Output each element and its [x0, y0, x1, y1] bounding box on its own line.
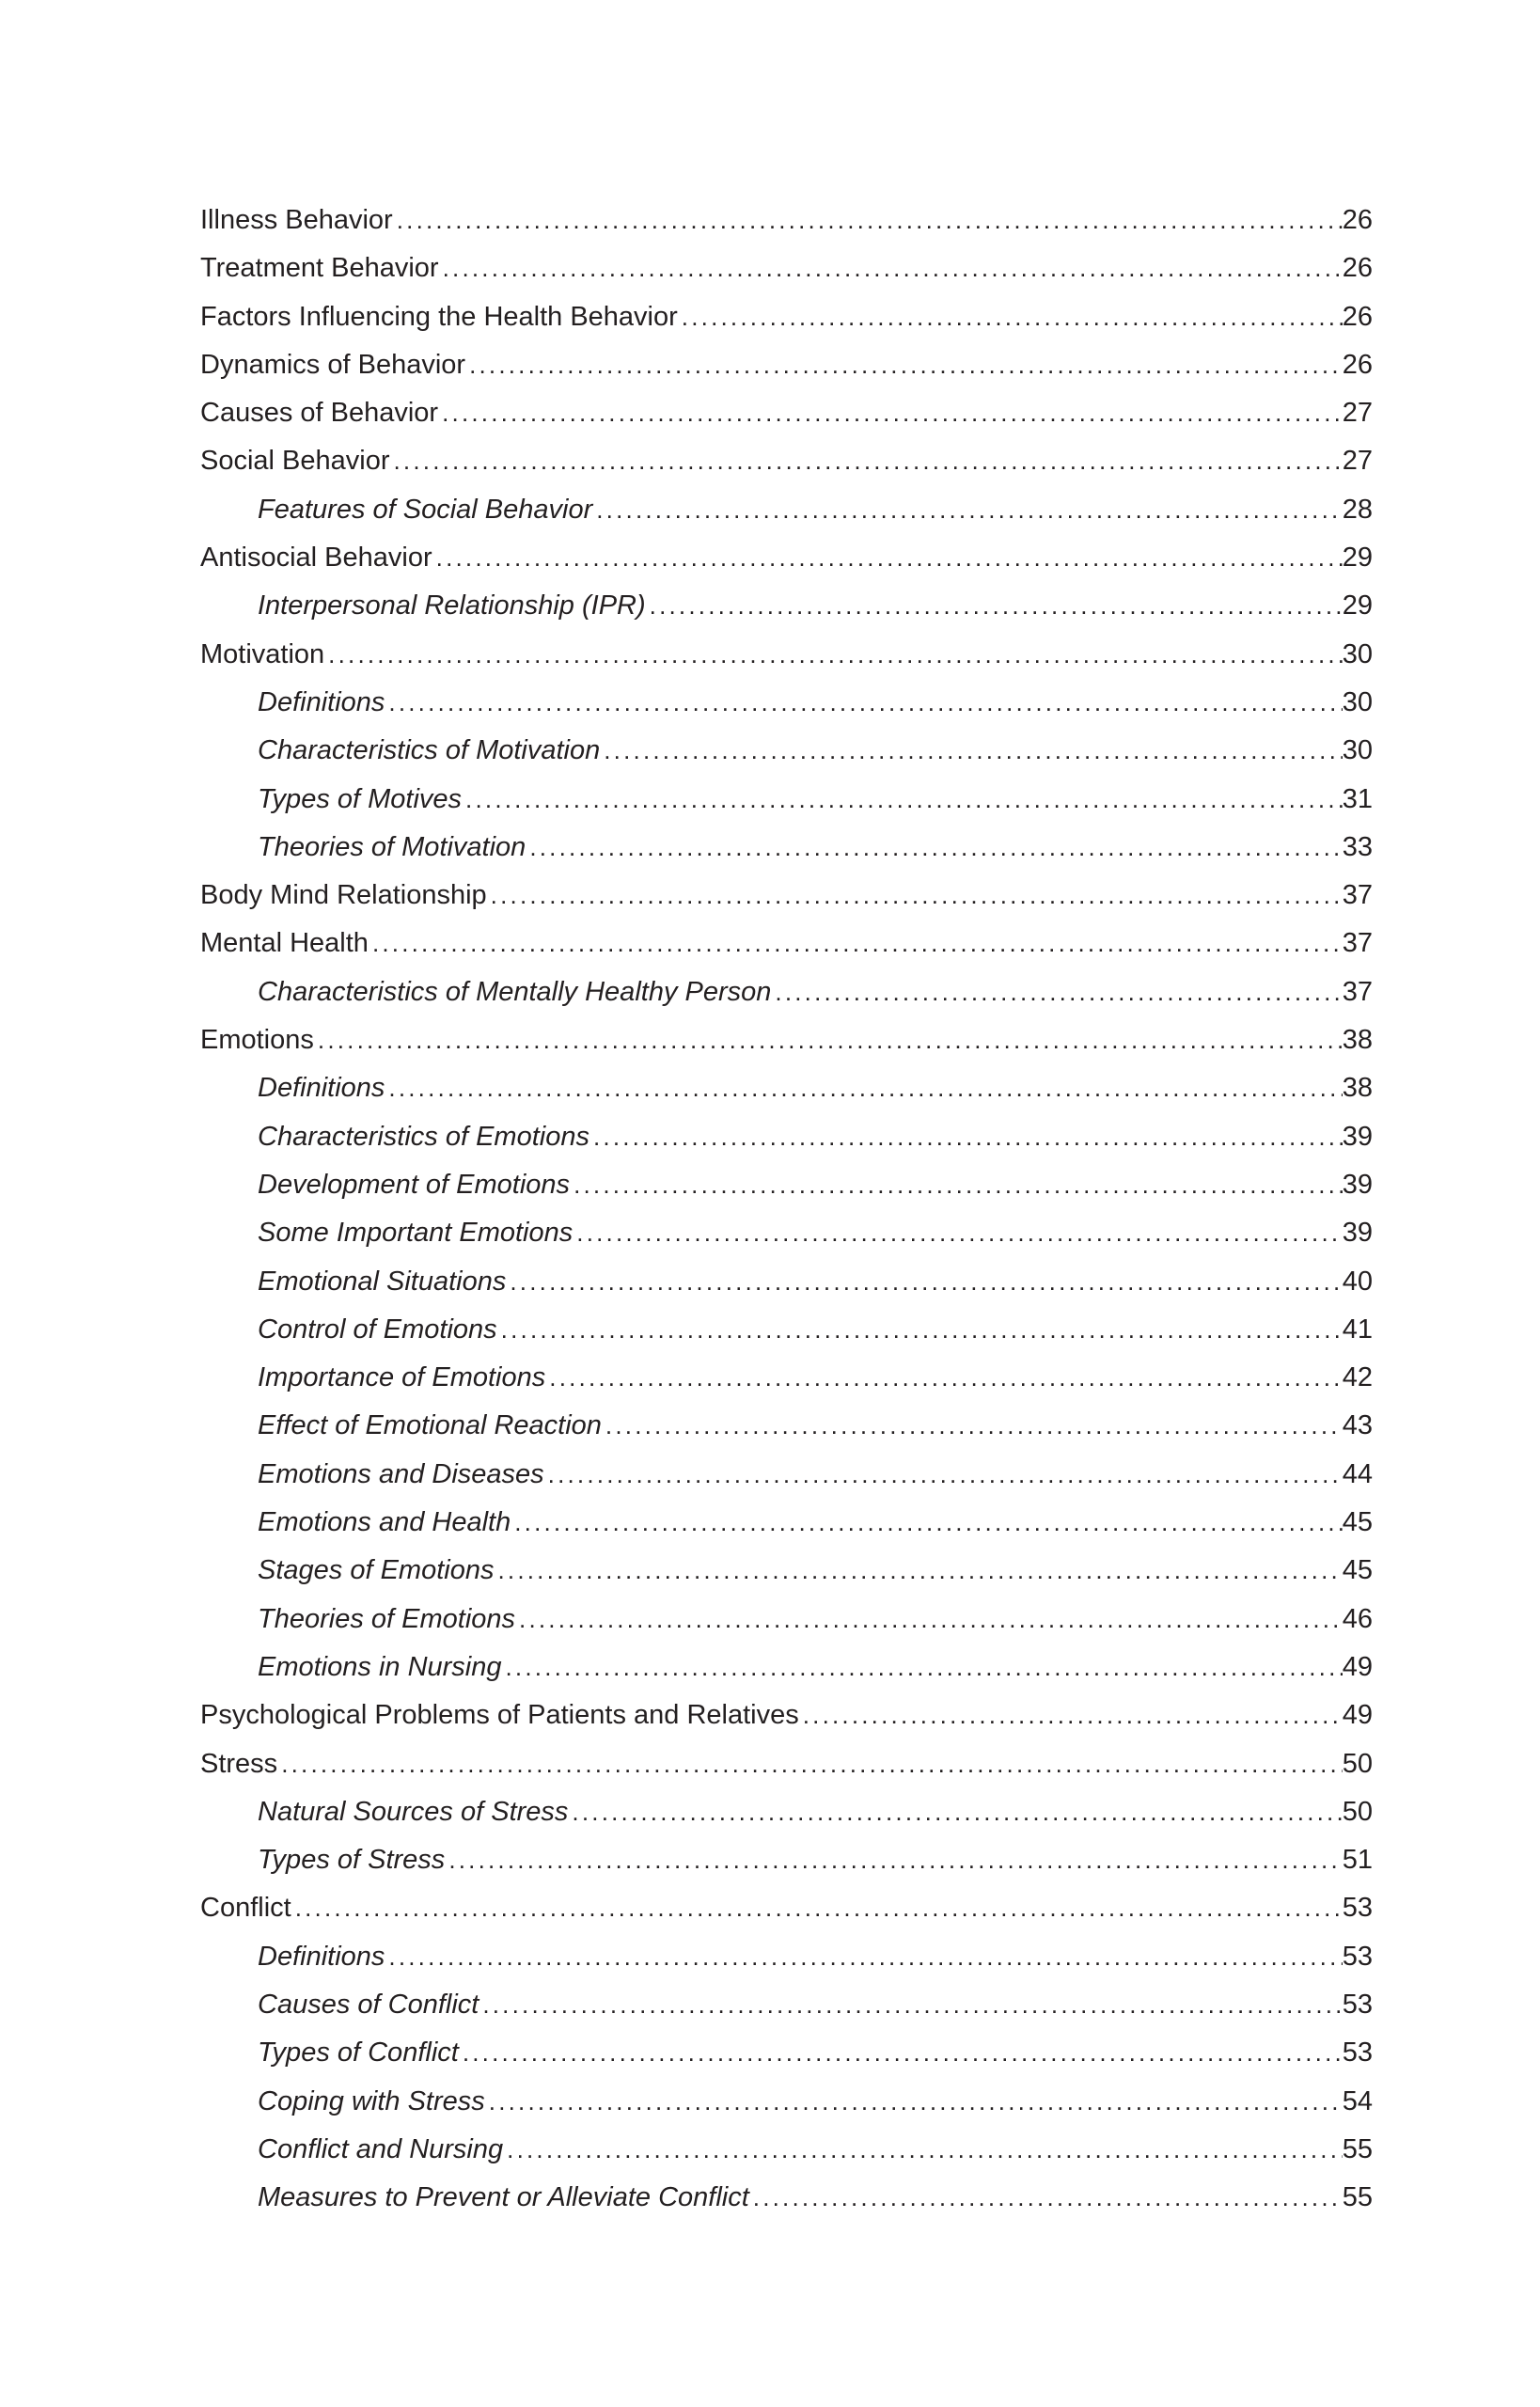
- toc-subentry: [200, 727, 1373, 775]
- toc-entry-title: Natural Sources of Stress: [258, 1796, 569, 1827]
- toc-entry-title: Emotional Situations: [258, 1266, 507, 1297]
- toc-entry-page-number: 55: [1342, 2133, 1373, 2164]
- toc-entry-page-number: 45: [1342, 1507, 1373, 1538]
- toc-entry-title: Characteristics of Emotions: [258, 1121, 589, 1152]
- dot-leader: [545, 1354, 1342, 1402]
- toc-entry-title: Definitions: [258, 1073, 385, 1104]
- toc-subentry: [200, 824, 1373, 872]
- dot-leader: [515, 1596, 1343, 1644]
- toc-entry-page-number: 30: [1342, 735, 1373, 766]
- dot-leader: [291, 1884, 1343, 1932]
- toc-entry-page-number: 40: [1342, 1266, 1373, 1297]
- toc-entry-title: Dynamics of Behavior: [200, 349, 466, 380]
- toc-entry-title: Measures to Prevent or Alleviate Conflict: [258, 2182, 749, 2213]
- dot-leader: [385, 1064, 1342, 1112]
- dot-leader: [589, 1113, 1343, 1161]
- toc-subentry: [200, 1981, 1373, 2029]
- dot-leader: [799, 1691, 1343, 1739]
- dot-leader: [462, 776, 1343, 824]
- toc-entry: [200, 1740, 1373, 1788]
- toc-entry-page-number: 26: [1342, 349, 1373, 380]
- dot-leader: [465, 341, 1343, 389]
- dot-leader: [502, 1644, 1343, 1691]
- toc-entry-page-number: 30: [1342, 638, 1373, 669]
- toc-subentry: [200, 2078, 1373, 2126]
- toc-entry-title: Theories of Emotions: [258, 1603, 516, 1634]
- toc-entry: [200, 341, 1373, 389]
- dot-leader: [277, 1740, 1343, 1788]
- toc-entry-page-number: 53: [1342, 1941, 1373, 1972]
- toc-subentry: [200, 1788, 1373, 1836]
- toc-entry-page-number: 54: [1342, 2085, 1373, 2116]
- toc-entry-title: Coping with Stress: [258, 2085, 485, 2116]
- toc-entry-title: Causes of Conflict: [258, 1989, 479, 2020]
- dot-leader: [432, 534, 1343, 582]
- dot-leader: [494, 1547, 1342, 1595]
- toc-subentry: [200, 1306, 1373, 1354]
- toc-entry-page-number: 49: [1342, 1700, 1373, 1731]
- toc-entry: [200, 872, 1373, 920]
- toc-entry-page-number: 39: [1342, 1169, 1373, 1200]
- dot-leader: [439, 244, 1343, 292]
- toc-entry-page-number: 31: [1342, 783, 1373, 814]
- toc-entry-page-number: 39: [1342, 1121, 1373, 1152]
- dot-leader: [646, 582, 1343, 630]
- toc-subentry: [200, 1258, 1373, 1306]
- toc-entry-title: Interpersonal Relationship (IPR): [258, 590, 646, 621]
- toc-entry-page-number: 55: [1342, 2182, 1373, 2213]
- toc-entry-title: Illness Behavior: [200, 205, 393, 235]
- toc-entry-title: Social Behavior: [200, 446, 390, 477]
- dot-leader: [459, 2029, 1343, 2077]
- toc-entry-title: Emotions and Health: [258, 1507, 511, 1538]
- toc-entry-title: Antisocial Behavior: [200, 543, 432, 574]
- toc-entry-page-number: 46: [1342, 1603, 1373, 1634]
- dot-leader: [369, 920, 1343, 968]
- toc-entry-page-number: 49: [1342, 1651, 1373, 1682]
- toc-entry: [200, 1691, 1373, 1739]
- toc-subentry: [200, 1161, 1373, 1209]
- toc-entry-page-number: 39: [1342, 1218, 1373, 1249]
- toc-subentry: [200, 1596, 1373, 1644]
- toc-entry-title: Characteristics of Motivation: [258, 735, 601, 766]
- dot-leader: [600, 727, 1342, 775]
- dot-leader: [438, 389, 1343, 437]
- toc-entry-title: Causes of Behavior: [200, 398, 439, 429]
- dot-leader: [385, 1933, 1342, 1981]
- toc-entry-page-number: 53: [1342, 2037, 1373, 2069]
- toc-entry-page-number: 29: [1342, 543, 1373, 574]
- toc-entry-title: Characteristics of Mentally Healthy Person: [258, 976, 772, 1007]
- toc-entry-title: Emotions: [200, 1025, 314, 1056]
- dot-leader: [544, 1451, 1343, 1499]
- toc-entry: [200, 244, 1373, 292]
- dot-leader: [592, 486, 1342, 534]
- toc-subentry: [200, 1113, 1373, 1161]
- toc-entry-title: Body Mind Relationship: [200, 880, 487, 911]
- toc-entry-title: Types of Stress: [258, 1845, 446, 1876]
- toc-subentry: [200, 1209, 1373, 1257]
- toc-subentry: [200, 776, 1373, 824]
- dot-leader: [385, 679, 1342, 727]
- toc-entry-title: Mental Health: [200, 928, 369, 959]
- toc-entry: [200, 293, 1373, 341]
- toc-subentry: [200, 2174, 1373, 2222]
- toc-entry-title: Stress: [200, 1748, 278, 1779]
- toc-entry-page-number: 38: [1342, 1025, 1373, 1056]
- toc-entry-title: Treatment Behavior: [200, 253, 439, 284]
- dot-leader: [568, 1788, 1342, 1836]
- toc-entry-page-number: 30: [1342, 686, 1373, 717]
- toc-entry-title: Control of Emotions: [258, 1314, 497, 1345]
- toc-entry-page-number: 53: [1342, 1893, 1373, 1924]
- toc-entry: [200, 920, 1373, 968]
- toc-subentry: [200, 486, 1373, 534]
- toc-subentry: [200, 1354, 1373, 1402]
- toc-entry-title: Effect of Emotional Reaction: [258, 1410, 602, 1441]
- toc-entry-title: Definitions: [258, 1941, 385, 1972]
- toc-subentry: [200, 1644, 1373, 1691]
- toc-entry-title: Emotions and Diseases: [258, 1458, 544, 1489]
- toc-subentry: [200, 968, 1373, 1016]
- toc-entry-page-number: 26: [1342, 253, 1373, 284]
- dot-leader: [570, 1161, 1343, 1209]
- toc-entry-title: Some Important Emotions: [258, 1218, 574, 1249]
- toc-entry-page-number: 26: [1342, 301, 1373, 332]
- toc-entry-title: Definitions: [258, 686, 385, 717]
- toc-entry-page-number: 43: [1342, 1410, 1373, 1441]
- toc-subentry: [200, 679, 1373, 727]
- toc-entry-page-number: 51: [1342, 1845, 1373, 1876]
- dot-leader: [497, 1306, 1343, 1354]
- dot-leader: [445, 1836, 1342, 1884]
- toc-entry-title: Types of Motives: [258, 783, 463, 814]
- toc-entry-title: Factors Influencing the Health Behavior: [200, 301, 678, 332]
- toc-entry: [200, 1016, 1373, 1064]
- toc-subentry: [200, 2126, 1373, 2174]
- toc-entry-page-number: 37: [1342, 976, 1373, 1007]
- toc-subentry: [200, 582, 1373, 630]
- toc-entry-title: Development of Emotions: [258, 1169, 571, 1200]
- toc-subentry: [200, 1402, 1373, 1450]
- dot-leader: [479, 1981, 1342, 2029]
- toc-entry-page-number: 50: [1342, 1796, 1373, 1827]
- dot-leader: [511, 1499, 1343, 1547]
- toc-entry-page-number: 27: [1342, 398, 1373, 429]
- toc-entry: [200, 437, 1373, 485]
- toc-entry-title: Emotions in Nursing: [258, 1651, 502, 1682]
- dot-leader: [393, 197, 1343, 244]
- toc-entry-page-number: 50: [1342, 1748, 1373, 1779]
- toc-subentry: [200, 1933, 1373, 1981]
- toc-subentry: [200, 2029, 1373, 2077]
- toc-subentry: [200, 1064, 1373, 1112]
- toc-entry-title: Importance of Emotions: [258, 1362, 546, 1393]
- dot-leader: [749, 2174, 1343, 2222]
- toc-entry: [200, 631, 1373, 679]
- dot-leader: [485, 2078, 1343, 2126]
- toc-entry: [200, 197, 1373, 244]
- toc-entry-title: Psychological Problems of Patients and Relatives: [200, 1700, 799, 1731]
- toc-entry-title: Types of Conflict: [258, 2037, 459, 2069]
- toc-entry-page-number: 53: [1342, 1989, 1373, 2020]
- dot-leader: [771, 968, 1342, 1016]
- dot-leader: [487, 872, 1343, 920]
- dot-leader: [324, 631, 1343, 679]
- toc-subentry: [200, 1451, 1373, 1499]
- toc-entry-page-number: 38: [1342, 1073, 1373, 1104]
- toc-entry-page-number: 26: [1342, 205, 1373, 235]
- dot-leader: [602, 1402, 1343, 1450]
- toc-entry-title: Conflict: [200, 1893, 291, 1924]
- dot-leader: [506, 1258, 1342, 1306]
- toc-entry-page-number: 28: [1342, 494, 1373, 525]
- toc-subentry: [200, 1836, 1373, 1884]
- toc-entry-title: Theories of Motivation: [258, 831, 526, 862]
- toc-subentry: [200, 1499, 1373, 1547]
- toc-entry-page-number: 37: [1342, 880, 1373, 911]
- toc-entry-title: Features of Social Behavior: [258, 494, 593, 525]
- toc-entry-page-number: 42: [1342, 1362, 1373, 1393]
- table-of-contents: [200, 197, 1373, 2222]
- dot-leader: [314, 1016, 1343, 1064]
- dot-leader: [573, 1209, 1342, 1257]
- toc-entry-page-number: 27: [1342, 446, 1373, 477]
- toc-entry-page-number: 37: [1342, 928, 1373, 959]
- toc-entry-title: Stages of Emotions: [258, 1555, 495, 1586]
- toc-entry-page-number: 29: [1342, 590, 1373, 621]
- toc-entry-page-number: 41: [1342, 1314, 1373, 1345]
- dot-leader: [526, 824, 1342, 872]
- toc-entry-page-number: 44: [1342, 1458, 1373, 1489]
- dot-leader: [390, 437, 1343, 485]
- toc-entry-page-number: 45: [1342, 1555, 1373, 1586]
- toc-entry: [200, 1884, 1373, 1932]
- toc-entry-page-number: 33: [1342, 831, 1373, 862]
- dot-leader: [678, 293, 1343, 341]
- toc-entry: [200, 389, 1373, 437]
- toc-entry-title: Conflict and Nursing: [258, 2133, 504, 2164]
- toc-entry-title: Motivation: [200, 638, 325, 669]
- dot-leader: [503, 2126, 1343, 2174]
- toc-subentry: [200, 1547, 1373, 1595]
- toc-entry: [200, 534, 1373, 582]
